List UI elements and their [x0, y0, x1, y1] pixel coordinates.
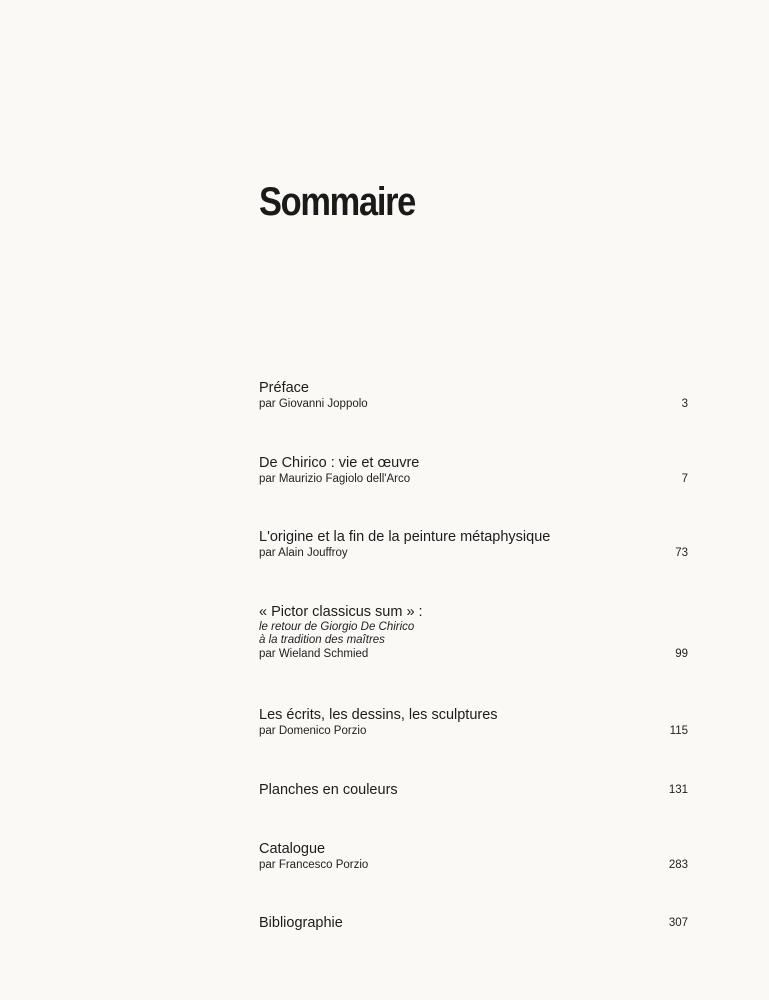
toc-entry-author-row	[259, 858, 689, 872]
toc-entry-author-row	[259, 397, 689, 411]
toc-entry-vie-et-oeuvre[interactable]	[259, 454, 689, 486]
toc-entry-page-number: 73	[675, 547, 688, 559]
toc-entry-bibliographie[interactable]	[259, 914, 689, 932]
toc-entry-heading-row	[259, 914, 689, 932]
toc-entry-page-number: 99	[675, 648, 688, 660]
toc-entry-heading: Catalogue	[259, 841, 326, 857]
toc-entry-page-number: 307	[668, 917, 688, 929]
toc-entry-author: par Giovanni Joppolo	[259, 398, 368, 410]
toc-entry-subtitle-line-1: le retour de Giorgio De Chirico	[259, 621, 415, 633]
toc-entry-page-number: 7	[681, 473, 688, 485]
toc-entry-catalogue[interactable]	[259, 840, 689, 872]
toc-entry-author: par Domenico Porzio	[259, 725, 367, 737]
toc-entry-author-row	[259, 546, 689, 560]
toc-entry-heading: Préface	[259, 380, 309, 396]
toc-entry-heading: Planches en couleurs	[259, 782, 398, 798]
toc-entry-author: par Francesco Porzio	[259, 859, 369, 871]
toc-entry-page-number: 131	[668, 784, 688, 796]
toc-entry-ecrits-dessins-sculptures[interactable]	[259, 706, 689, 738]
toc-entry-subtitle-line-2: à la tradition des maîtres	[259, 634, 385, 646]
toc-entry-preface[interactable]	[259, 379, 689, 411]
toc-entry-author-row	[259, 647, 689, 661]
toc-entry-heading: De Chirico : vie et œuvre	[259, 455, 420, 471]
toc-entry-page-number: 3	[681, 398, 688, 410]
toc-entry-heading: Les écrits, les dessins, les sculptures	[259, 707, 498, 723]
toc-entry-heading-row	[259, 781, 689, 799]
toc-entry-author-row	[259, 472, 689, 486]
toc-entry-heading: L'origine et la fin de la peinture métaphysique	[259, 529, 551, 545]
toc-entry-heading: « Pictor classicus sum » :	[259, 604, 423, 620]
toc-entry-page-number: 283	[668, 859, 688, 871]
toc-entry-author: par Wieland Schmied	[259, 648, 369, 660]
toc-entry-pictor-classicus-sum[interactable]	[259, 603, 689, 661]
toc-entry-page-number: 115	[669, 725, 688, 737]
toc-entry-author-row	[259, 724, 689, 738]
toc-entry-peinture-metaphysique[interactable]	[259, 528, 689, 560]
page-title: Sommaire	[259, 180, 416, 224]
toc-entry-heading: Bibliographie	[259, 915, 343, 931]
toc-entry-author: par Alain Jouffroy	[259, 547, 348, 559]
toc-entry-author: par Maurizio Fagiolo dell'Arco	[259, 473, 411, 485]
toc-entry-planches-en-couleurs[interactable]	[259, 781, 689, 799]
